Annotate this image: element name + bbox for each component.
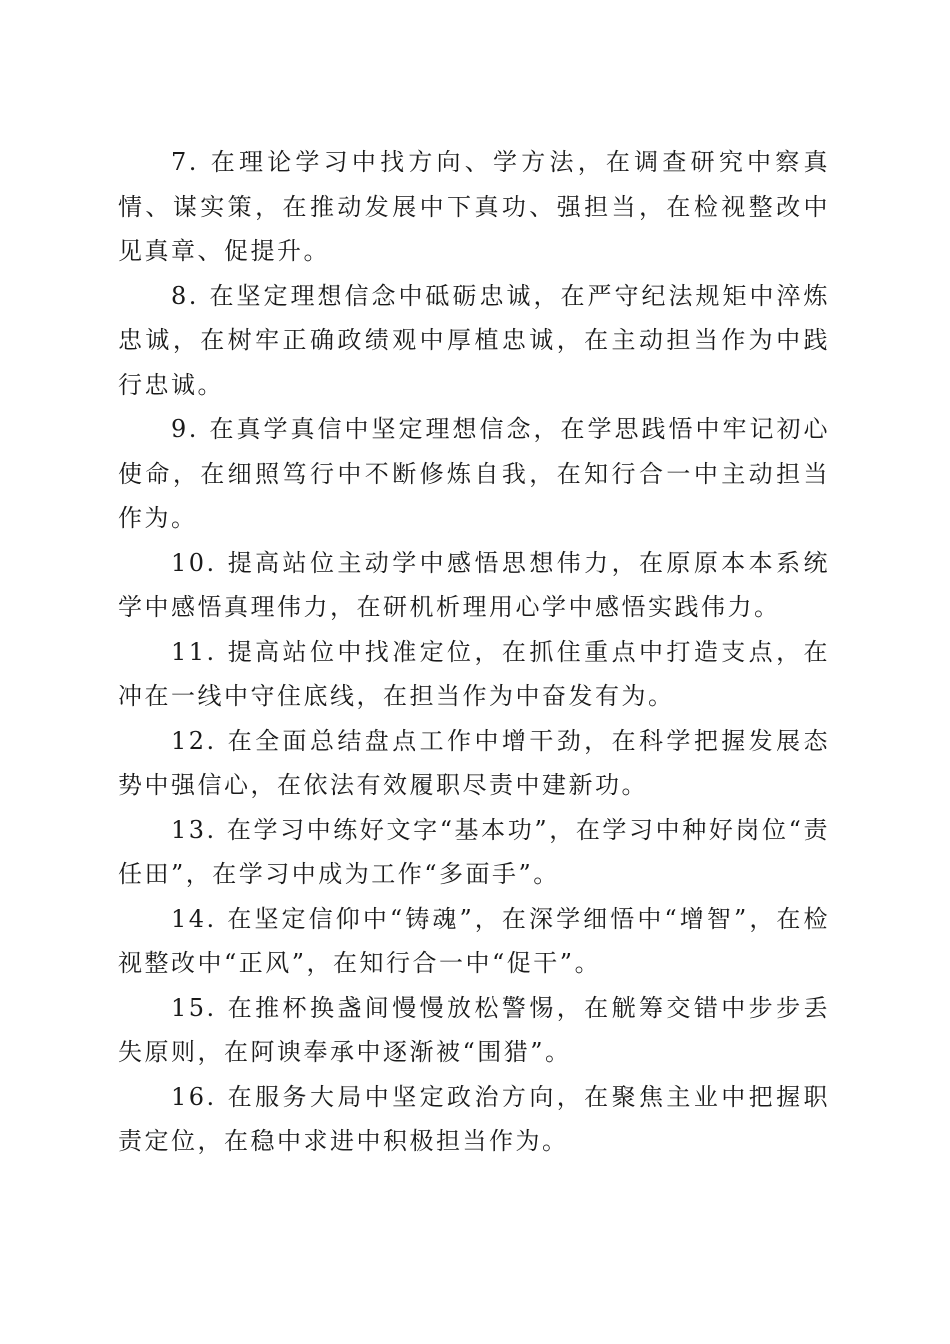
paragraph-12: 12. 在全面总结盘点工作中增干劲，在科学把握发展态势中强信心，在依法有效履职尽责中建新功。 bbox=[118, 726, 830, 799]
paragraph-11: 11. 提高站位中找准定位，在抓住重点中打造支点，在冲在一线中守住底线，在担当作为中奋发有为。 bbox=[118, 637, 830, 710]
paragraph-7: 7. 在理论学习中找方向、学方法，在调查研究中察真情、谋实策，在推动发展中下真功、强担当，在检视整改中见真章、促提升。 bbox=[118, 148, 830, 265]
paragraph-14: 14. 在坚定信仰中“铸魂”，在深学细悟中“增智”，在检视整改中“正风”，在知行合一中“促干”。 bbox=[118, 904, 830, 977]
document-body bbox=[118, 140, 830, 1164]
paragraph-13: 13. 在学习中练好文字“基本功”，在学习中种好岗位“责任田”，在学习中成为工作“多面手”。 bbox=[118, 815, 830, 888]
paragraph-15: 15. 在推杯换盏间慢慢放松警惕，在觥筹交错中步步丢失原则，在阿谀奉承中逐渐被“围猎”。 bbox=[118, 993, 830, 1066]
paragraph-16: 16. 在服务大局中坚定政治方向，在聚焦主业中把握职责定位，在稳中求进中积极担当作为。 bbox=[118, 1082, 830, 1155]
paragraph-8: 8. 在坚定理想信念中砥砺忠诚，在严守纪法规矩中淬炼忠诚，在树牢正确政绩观中厚植忠诚，在主动担当作为中践行忠诚。 bbox=[118, 281, 830, 399]
paragraph-10: 10. 提高站位主动学中感悟思想伟力，在原原本本系统学中感悟真理伟力，在研机析理用心学中感悟实践伟力。 bbox=[118, 548, 830, 621]
paragraph-9: 9. 在真学真信中坚定理想信念，在学思践悟中牢记初心使命，在细照笃行中不断修炼自我，在知行合一中主动担当作为。 bbox=[118, 415, 830, 532]
